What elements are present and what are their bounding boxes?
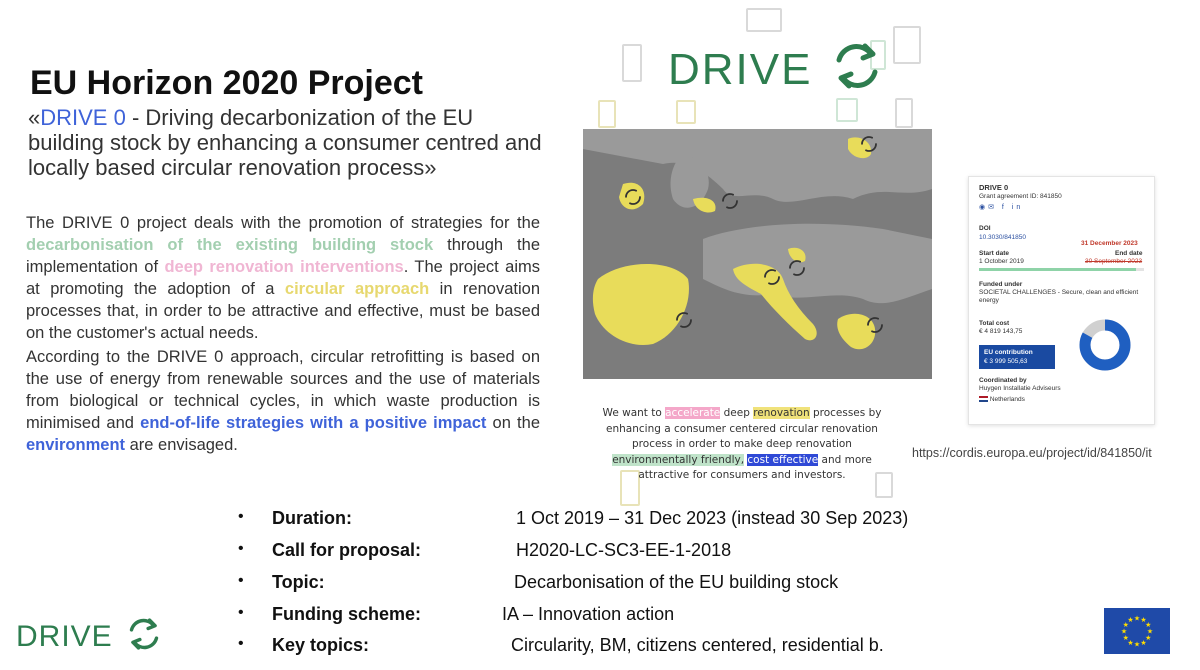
card-project-name: DRIVE 0 (979, 183, 1009, 192)
eu-stars-graphic (1104, 608, 1170, 654)
bullet-icon: • (238, 572, 244, 589)
card-new-end-date: 31 December 2023 (1081, 240, 1138, 247)
caption-highlight-environment: environmentally friendly, (612, 453, 745, 466)
card-start-label: Start date (979, 250, 1009, 257)
detail-value: Circularity, BM, citizens centered, residential b. (511, 635, 884, 655)
subtitle-rest: - Driving decarbonization of the EU building stock by enhancing a consumer centred and locally based circular renovation process» (28, 105, 542, 180)
drive-logo-small (16, 614, 162, 654)
card-eu-contribution-box (979, 345, 1055, 369)
building-icon (893, 26, 921, 64)
highlighted-phrase: end-of-life strategies with a positive impact (140, 414, 487, 432)
card-grant-id: Grant agreement ID: 841850 (979, 193, 1062, 200)
card-funded-value: SOCIETAL CHALLENGES - Secure, clean and efficient (979, 289, 1139, 296)
subtitle-open-quote: « (28, 105, 41, 130)
card-funded-value-2: energy (979, 297, 999, 304)
cordis-url-link[interactable]: https://cordis.europa.eu/project/id/841850/it (912, 446, 1152, 460)
eu-flag-icon (1104, 608, 1170, 654)
bullet-icon: • (238, 508, 244, 525)
card-contrib-value: € 3 999 505,63 (984, 358, 1028, 365)
building-icon (598, 100, 616, 128)
building-icon (676, 100, 696, 124)
recycle-arrows-icon (831, 38, 883, 94)
card-country (979, 396, 1025, 403)
description-text: are envisaged. (125, 436, 238, 454)
eu-star: ★ (1127, 616, 1134, 625)
europe-map (583, 129, 932, 379)
recycle-arrows-icon (126, 614, 162, 654)
page-title: EU Horizon 2020 Project (30, 64, 424, 102)
eu-star: ★ (1140, 616, 1147, 625)
detail-value: Decarbonisation of the EU building stock (514, 572, 839, 592)
eu-star: ★ (1145, 621, 1152, 629)
card-coord-label: Coordinated by (979, 377, 1027, 384)
detail-label: Duration: (272, 508, 352, 528)
eu-star: ★ (1122, 634, 1129, 642)
cordis-project-card (968, 176, 1155, 425)
card-end-label: End date (1115, 250, 1143, 257)
eu-star: ★ (1120, 627, 1128, 636)
card-share-icons[interactable]: ◉✉ f in (979, 204, 1024, 211)
description-text: on the (486, 414, 540, 432)
caption-highlight-renovation: renovation (753, 407, 810, 419)
description-text: . The project aims at promoting the adoption of a (26, 258, 540, 298)
caption-highlight-cost: cost effective (747, 453, 819, 466)
description-paragraph-1 (26, 212, 540, 344)
eu-star: ★ (1127, 638, 1134, 647)
drive-logo (668, 38, 883, 95)
card-total-value: € 4 819 143,75 (979, 328, 1023, 335)
highlighted-phrase: environment (26, 436, 126, 454)
description-text: According to the DRIVE 0 approach, circular retrofitting is based on the use of energy from renewable sources and the use of materials from biological or technical cycles, in which waste production is minimised and (26, 348, 540, 432)
eu-star: ★ (1146, 627, 1154, 636)
card-progress-fill (979, 268, 1136, 271)
europe-map-graphic (583, 129, 932, 379)
eu-star: ★ (1122, 621, 1129, 629)
description-text: in renovation processes that, in order to be attractive and effective, must be based on the customer's actual needs. (26, 280, 540, 342)
card-coord-value: Huygen Installatie Adviseurs (979, 385, 1061, 392)
bullet-icon: • (238, 635, 244, 652)
eu-star: ★ (1140, 638, 1147, 647)
bullet-icon: • (238, 604, 244, 621)
card-old-end-date: 30 September 2023 (1085, 258, 1143, 265)
highlighted-phrase: deep renovation interventions (164, 258, 404, 276)
card-progress-track (979, 268, 1144, 271)
card-funded-label: Funded under (979, 281, 1023, 288)
card-contrib-label: EU contribution (984, 349, 1033, 356)
project-description (26, 212, 540, 456)
description-paragraph-2 (26, 346, 540, 456)
card-total-label: Total cost (979, 320, 1010, 327)
card-doi-label: DOI (979, 225, 991, 232)
subtitle-project-name: DRIVE 0 (40, 105, 126, 130)
map-caption (592, 406, 892, 484)
bullet-icon: • (238, 540, 244, 557)
highlighted-phrase: circular approach (284, 280, 430, 298)
detail-value: 1 Oct 2019 – 31 Dec 2023 (instead 30 Sep 2023) (516, 508, 909, 528)
caption-text: processes by enhancing a consumer centered circular renovation process in order to make deep renovation (606, 407, 882, 450)
building-icon (895, 98, 913, 128)
eu-star: ★ (1133, 640, 1141, 649)
detail-value: H2020-LC-SC3-EE-1-2018 (516, 540, 732, 560)
description-text: through the implementation of (26, 236, 540, 276)
caption-text: We want to (602, 407, 666, 419)
eu-star: ★ (1145, 634, 1152, 642)
building-icon (836, 98, 858, 122)
netherlands-flag-icon (979, 396, 988, 402)
card-doi-link[interactable]: 10.3030/841850 (979, 234, 1026, 241)
detail-label: Key topics: (272, 635, 370, 655)
description-text: The DRIVE 0 project deals with the promotion of strategies for the (26, 214, 540, 232)
project-subtitle (28, 105, 548, 180)
caption-text: and more attractive for consumers and investors. (638, 453, 872, 481)
building-icon (746, 8, 782, 32)
detail-label: Call for proposal: (272, 540, 422, 560)
detail-label: Funding scheme: (272, 604, 422, 624)
eu-star: ★ (1133, 614, 1141, 623)
drive-logo-small-text: DRIVE (16, 620, 113, 653)
detail-value: IA – Innovation action (502, 604, 675, 624)
card-start-date: 1 October 2019 (979, 258, 1024, 265)
card-funding-donut (1077, 317, 1133, 373)
building-icon (622, 44, 642, 82)
detail-label: Topic: (272, 572, 325, 592)
caption-text: deep (720, 407, 754, 419)
card-country-name: Netherlands (989, 396, 1025, 403)
drive-logo-text: DRIVE (668, 45, 813, 94)
highlighted-phrase: decarbonisation of the existing building stock (26, 236, 434, 254)
caption-highlight-accelerate: accelerate (665, 407, 721, 419)
